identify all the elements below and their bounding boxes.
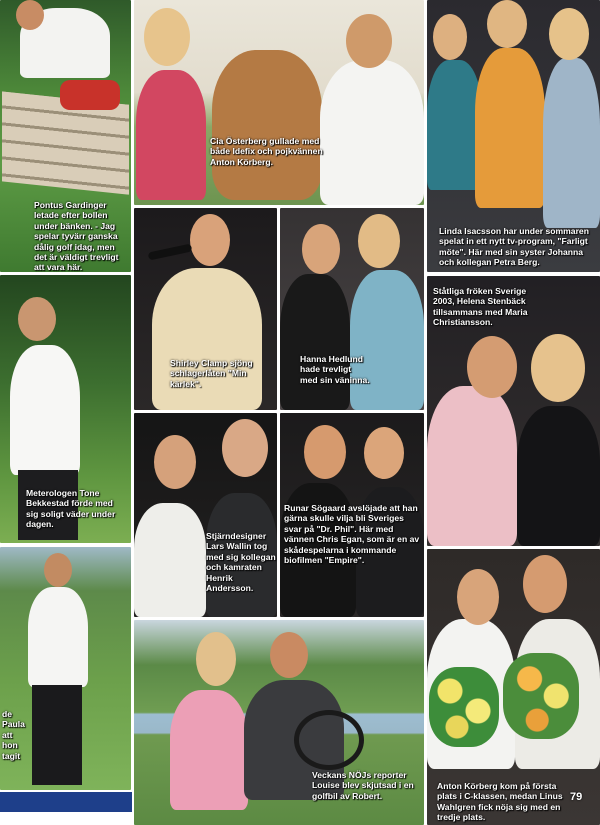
caption-helena: Ståtliga fröken Sverige 2003, Helena Stenbäck tillsammans med Maria Christiansson.: [433, 286, 528, 328]
woman-left-figure: [280, 274, 350, 410]
woman-head: [44, 553, 72, 587]
photo-lars-henrik: [134, 413, 277, 617]
woman-left-figure: [427, 386, 517, 546]
photo-helena-maria: [427, 276, 600, 546]
woman-figure: [136, 70, 206, 200]
man-right-head: [523, 555, 567, 613]
red-trousers: [60, 80, 120, 110]
caption-cia: Cia Österberg gullade med både Idefix och pojkvännen Anton Körberg.: [210, 136, 323, 167]
photo-tone-golf: [0, 275, 131, 543]
caption-runar: Runar Sögaard avslöjade att han gärna skulle vilja bli Sveriges svar på "Dr. Phil". Här med vännen Chris Egan, som är en av skådespelarna i kommande biofilmen "Empire".: [284, 503, 420, 566]
woman-head: [144, 8, 190, 66]
dark-trousers: [32, 685, 82, 785]
man-left-head: [304, 425, 346, 479]
flower-bouquet-left: [429, 667, 499, 747]
man-figure: [320, 60, 424, 205]
woman-head: [196, 632, 236, 686]
woman-head: [18, 297, 56, 341]
woman-figure: [10, 345, 80, 475]
woman-figure: [170, 690, 248, 810]
flower-bouquet-right: [503, 653, 579, 739]
woman-right-figure: [543, 58, 600, 228]
caption-hanna: Hanna Hedlund hade trevligt med sin väninna.: [300, 354, 370, 385]
photo-anton-linus-flowers: [427, 549, 600, 825]
man-head: [346, 14, 392, 68]
woman-right-figure: [517, 406, 600, 546]
photo-louise-golfcart: [134, 620, 424, 825]
photo-shirley-singing: [134, 208, 277, 410]
woman-middle-head: [487, 0, 527, 48]
caption-lars: Stjärndesigner Lars Wallin tog med sig kollegan och kamraten Henrik Andersson.: [206, 531, 276, 594]
caption-shirley: Shirley Clamp sjöng schlagerlåten "Min kärlek".: [170, 358, 253, 389]
photo-hanna-friend: [280, 208, 424, 410]
photo-paula-golf: [0, 547, 131, 790]
photo-runar-chris: [280, 413, 424, 617]
photo-linda-trio: [427, 0, 600, 272]
woman-right-head: [358, 214, 400, 268]
photo-cia-dog: [134, 0, 424, 205]
man-right-head: [222, 419, 268, 477]
steering-wheel: [294, 710, 364, 770]
photo-pontus-bench: [0, 0, 131, 272]
man-left-head: [154, 435, 196, 489]
caption-linda: Linda Isacsson har under sommaren spelat in ett nytt tv-program, "Farligt möte". Här med sin syster Johanna och kollegan Petra Berg.: [439, 226, 589, 268]
woman-right-head: [531, 334, 585, 402]
man-head: [270, 632, 308, 678]
microphone: [148, 244, 193, 261]
caption-louise: Veckans NÖJs reporter Louise blev skjutsad i en golfbil av Robert.: [312, 770, 414, 801]
man-head: [16, 0, 44, 30]
woman-middle-figure: [475, 48, 545, 208]
woman-right-figure: [350, 270, 424, 410]
woman-figure: [28, 587, 88, 687]
man-right-head: [364, 427, 404, 479]
woman-left-head: [433, 14, 467, 60]
woman-left-head: [302, 224, 340, 274]
caption-tone: Meterologen Tone Bekkestad förde med sig soligt väder under dagen.: [26, 488, 116, 530]
woman-right-head: [549, 8, 589, 60]
caption-paula: de Paula att hon tagit: [2, 709, 25, 761]
man-left-head: [457, 569, 499, 625]
woman-head: [190, 214, 230, 266]
dog: [212, 50, 322, 200]
page-number: 79: [570, 791, 583, 803]
blue-band: [0, 792, 132, 812]
caption-pontus: Pontus Gardinger letade efter bollen under bänken. - Jag spelar tyvärr ganska dålig golf idag, men det är väldigt trevligt att vara här.: [34, 200, 119, 272]
woman-left-head: [467, 336, 517, 398]
caption-anton: Anton Körberg kom på första plats i C-klassen, medan Linus Wahlgren fick nöja sig med en tredje plats.: [437, 781, 563, 823]
man-left-figure: [134, 503, 206, 617]
woman-left-figure: [427, 60, 482, 190]
